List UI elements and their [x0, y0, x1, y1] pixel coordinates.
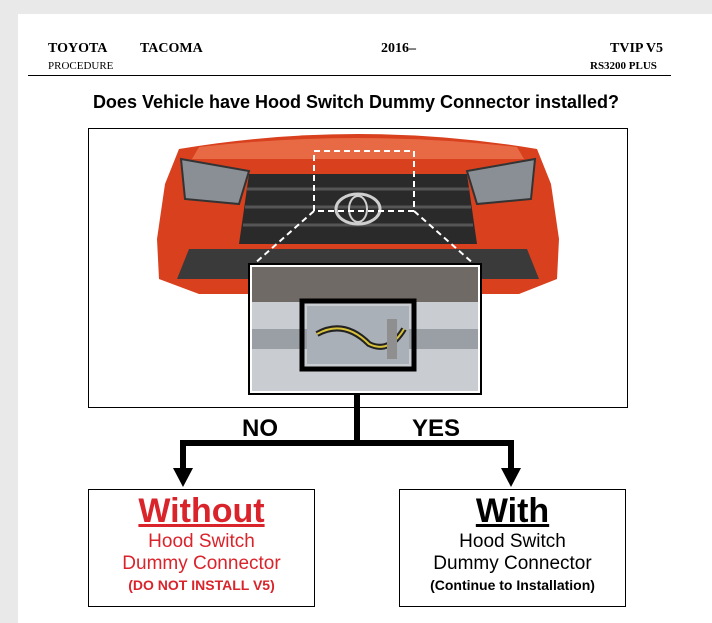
header-section: PROCEDURE [48, 60, 114, 72]
without-line-2: Dummy Connector [122, 553, 281, 574]
no-branch-label: NO [242, 415, 278, 442]
header-system: RS3200 PLUS [590, 60, 657, 72]
without-connector-box [88, 489, 315, 607]
with-line-2: Dummy Connector [433, 553, 592, 574]
with-title: With [475, 492, 550, 530]
without-note: (DO NOT INSTALL V5) [128, 577, 275, 593]
header-year: 2016– [381, 41, 416, 56]
without-title: Without [138, 492, 265, 530]
yes-branch-label: YES [412, 415, 461, 442]
with-note: (Continue to Installation) [430, 577, 595, 593]
header-product: TVIP V5 [610, 41, 664, 56]
without-line-1: Hood Switch [148, 531, 255, 552]
page-question: Does Vehicle have Hood Switch Dummy Connector installed? [92, 92, 620, 112]
with-line-1: Hood Switch [459, 531, 566, 552]
header-model: TACOMA [140, 41, 203, 56]
header-make: TOYOTA [48, 41, 108, 56]
with-connector-box [399, 489, 626, 607]
